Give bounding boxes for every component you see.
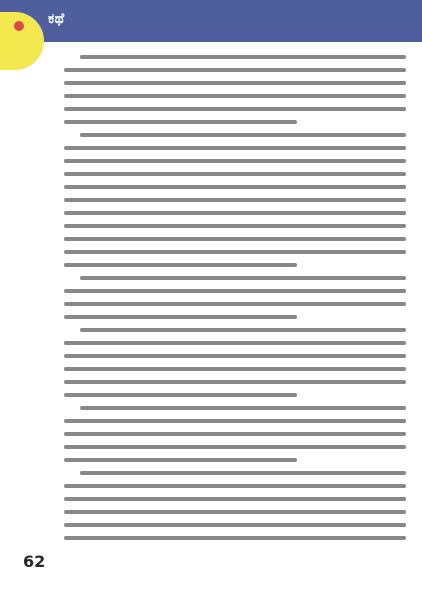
text-line: [64, 380, 406, 384]
header-dot: [14, 21, 24, 31]
text-line: [64, 419, 406, 423]
page-number: 62: [23, 552, 46, 571]
text-line: [80, 55, 406, 59]
text-line: [64, 68, 406, 72]
text-line: [64, 185, 406, 189]
section-label: ಕಥೆ: [48, 11, 65, 27]
text-line: [80, 328, 406, 332]
text-line: [64, 393, 297, 397]
text-line: [64, 211, 406, 215]
paragraph-6: [64, 471, 406, 540]
text-line: [64, 523, 406, 527]
text-line: [64, 458, 297, 462]
text-line: [64, 484, 406, 488]
text-line: [64, 341, 406, 345]
paragraph-5: [64, 406, 406, 462]
text-line: [64, 107, 406, 111]
text-line: [80, 471, 406, 475]
story-text-block: [64, 55, 406, 575]
text-line: [64, 159, 406, 163]
text-line: [80, 276, 406, 280]
text-line: [64, 510, 406, 514]
text-line: [64, 367, 406, 371]
text-line: [64, 497, 406, 501]
paragraph-3: [64, 276, 406, 319]
paragraph-1: [64, 55, 406, 124]
text-line: [64, 289, 406, 293]
text-line: [64, 146, 406, 150]
text-line: [64, 224, 406, 228]
text-line: [64, 263, 297, 267]
text-line: [64, 536, 406, 540]
text-line: [64, 94, 406, 98]
text-line: [64, 120, 297, 124]
text-line: [64, 198, 406, 202]
text-line: [64, 250, 406, 254]
text-line: [64, 302, 406, 306]
text-line: [64, 172, 406, 176]
text-line: [64, 237, 406, 241]
text-line: [80, 406, 406, 410]
paragraph-2: [64, 133, 406, 267]
text-line: [64, 81, 406, 85]
text-line: [64, 432, 406, 436]
text-line: [64, 315, 297, 319]
text-line: [64, 445, 406, 449]
text-line: [80, 133, 406, 137]
text-line: [64, 354, 406, 358]
paragraph-4: [64, 328, 406, 397]
